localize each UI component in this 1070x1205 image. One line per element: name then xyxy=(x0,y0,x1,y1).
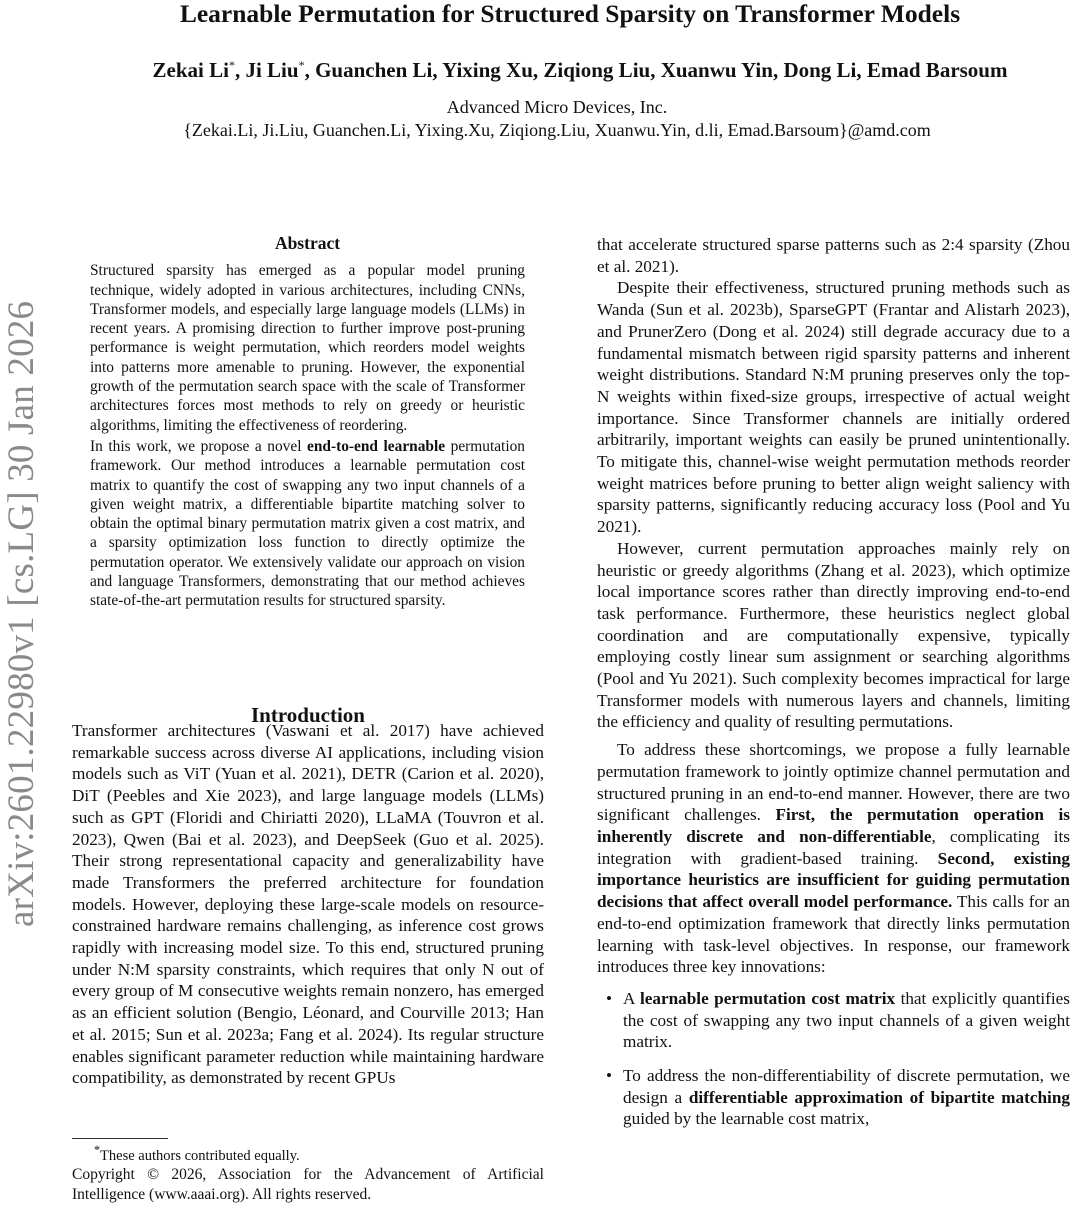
arxiv-stamp: arXiv:2601.22980v1 [cs.LG] 30 Jan 2026 xyxy=(1,300,42,927)
paper-title: Learnable Permutation for Structured Sparsity on Transformer Models xyxy=(179,0,961,28)
affiliation: Advanced Micro Devices, Inc. xyxy=(446,97,668,117)
text-run: A xyxy=(623,988,640,1008)
text-run: permutation framework. Our method introduces a learnable permutation cost matrix to quantify the cost of swapping any two input channels of a given weight matrix, a differentiable bipartite matching solver to obtain the optimal binary permutation matrix given a cost matrix, and a sparsity optimization loss function to directly optimize the permutation operator. We extensively validate our approach on vision and language Transformers, demonstrating that our method achieves state-of-the-art permutation results for structured sparsity. xyxy=(90,437,526,610)
left-column xyxy=(72,720,544,1089)
body-paragraph: However, current permutation approaches mainly rely on heuristic or greedy algorithms (Zhang et al. 2023), which optimize local importance scores rather than directly improving end-to-end task performance. Furthermore, these heuristics neglect global coordination and are computationally expensive, typically employing costly linear sum assignment or searching algorithms (Pool and Yu 2021). Such complexity becomes impractical for large Transformer models with numerous layers and channels, limiting the efficiency and quality of resulting permutations. xyxy=(597,538,1070,732)
footnote-area xyxy=(72,1142,544,1205)
emphasis: differentiable approximation of bipartite matching xyxy=(688,1087,1070,1107)
abstract-paragraph xyxy=(90,437,525,611)
emphasis: First, the permutation operation is inherently discrete and non-differentiable xyxy=(597,805,1070,846)
text-run: , complicating its integration with gradient-based training. xyxy=(597,826,1070,868)
emphasis: learnable permutation cost matrix xyxy=(639,988,896,1008)
author-emails: {Zekai.Li, Ji.Liu, Guanchen.Li, Yixing.Xu, Ziqiong.Liu, Xuanwu.Yin, d.li, Emad.Barsoum}@amd.com xyxy=(183,120,931,140)
body-paragraph: Transformer architectures (Vaswani et al. 2017) have achieved remarkable success across diverse AI applications, including vision models such as ViT (Yuan et al. 2021), DETR (Carion et al. 2020), DiT (Peebles and Xie 2023), and large language models (LLMs) such as GPT (Floridi and Chiriatti 2020), LLaMA (Touvron et al. 2023), Qwen (Bai et al. 2023), and DeepSeek (Guo et al. 2025). Their strong representational capacity and generalizability have made Transformers the preferred architecture for foundation models. However, deploying these large-scale models on resource-constrained hardware remains challenging, as inference cost grows rapidly with increasing model size. To this end, structured pruning under N:M sparsity constraints, which requires that only N out of every group of M consecutive weights remain nonzero, has emerged as an efficient solution (Bengio, Léonard, and Courville 2013; Han et al. 2015; Sun et al. 2023a; Fang et al. 2024). Its regular structure enables significant parameter reduction while maintaining hardware compatibility, as demonstrated by recent GPUs xyxy=(72,721,544,1088)
equal-contribution-mark: * xyxy=(228,58,235,72)
text-run: To address the non-differentiability of discrete permutation, we design a xyxy=(623,1066,1070,1107)
footnote-mark: * xyxy=(94,1143,101,1157)
text-run: that explicitly quantifies the cost of swapping any two input channels of a given weight matrix. xyxy=(623,988,1070,1052)
footnote-divider xyxy=(72,1138,168,1139)
body-paragraph: Despite their effectiveness, structured pruning methods such as Wanda (Sun et al. 2023b), SparseGPT (Frantar and Alistarh 2023), and PrunerZero (Dong et al. 2024) still degrade accuracy due to a fundamental mismatch between rigid sparsity patterns and inherent weight distributions. Standard N:M pruning preserves only the top-N weights within fixed-size groups, irrespective of actual weight importance. Since Transformer channels are initially ordered arbitrarily, important weights can easily be pruned unintentionally. To mitigate this, channel-wise weight permutation methods reorder weight matrices before pruning to better align weight saliency with sparsity patterns, significantly reducing accuracy loss (Pool and Yu 2021). xyxy=(597,278,1070,537)
copyright-notice: Copyright © 2026, Association for the Advancement of Artificial Intelligence (www.aaai.org). All rights reserved. xyxy=(72,1166,544,1204)
innovation-list xyxy=(597,988,1070,1130)
right-column xyxy=(597,234,1070,1142)
abstract-heading: Abstract xyxy=(274,233,341,253)
footnote xyxy=(72,1142,544,1165)
body-paragraph xyxy=(597,739,1070,978)
author-name: Ji Liu xyxy=(245,58,299,82)
text-run: guided by the learnable cost matrix, xyxy=(623,1109,870,1129)
equal-contribution-mark: * xyxy=(298,58,305,72)
list-item xyxy=(597,1065,1070,1130)
abstract xyxy=(90,234,525,611)
affiliation-block xyxy=(0,96,1070,142)
emphasis: Second, existing importance heuristics are insufficient for guiding permutation decisions that affect overall model performance. xyxy=(597,848,1070,912)
author-name: Zekai Li xyxy=(152,58,229,82)
emphasis: end-to-end learnable xyxy=(307,437,446,455)
list-item xyxy=(597,988,1070,1053)
author-list: Zekai Li*, Ji Liu*, Guanchen Li, Yixing Xu, Ziqiong Liu, Xuanwu Yin, Dong Li, Emad Barsoum xyxy=(152,58,1008,82)
text-run: In this work, we propose a novel xyxy=(90,437,308,455)
author-names-rest: Guanchen Li, Yixing Xu, Ziqiong Liu, Xuanwu Yin, Dong Li, Emad Barsoum xyxy=(315,58,1008,82)
footnote-text: These authors contributed equally. xyxy=(100,1147,300,1164)
text-run: This calls for an end-to-end optimization framework that directly links permutation learning with task-level objectives. In response, our framework introduces three key innovations: xyxy=(597,892,1070,977)
body-paragraph: that accelerate structured sparse patterns such as 2:4 sparsity (Zhou et al. 2021). xyxy=(597,235,1070,276)
abstract-paragraph: Structured sparsity has emerged as a popular model pruning technique, widely adopted in various architectures, including CNNs, Transformer models, and especially large language models (LLMs) in recent years. A promising direction to further improve post-pruning performance is weight permutation, which reorders model weights into patterns more amenable to pruning. However, the exponential growth of the permutation search space with the scale of Transformer architectures forces most methods to rely on greedy or heuristic algorithms, limiting the effectiveness of reordering. xyxy=(90,262,525,434)
introduction-heading: Introduction xyxy=(251,703,365,728)
text-run: To address these shortcomings, we propose a fully learnable permutation framework to jointly optimize channel permutation and structured pruning in an end-to-end manner. However, there are two significant challenges. xyxy=(597,740,1070,825)
